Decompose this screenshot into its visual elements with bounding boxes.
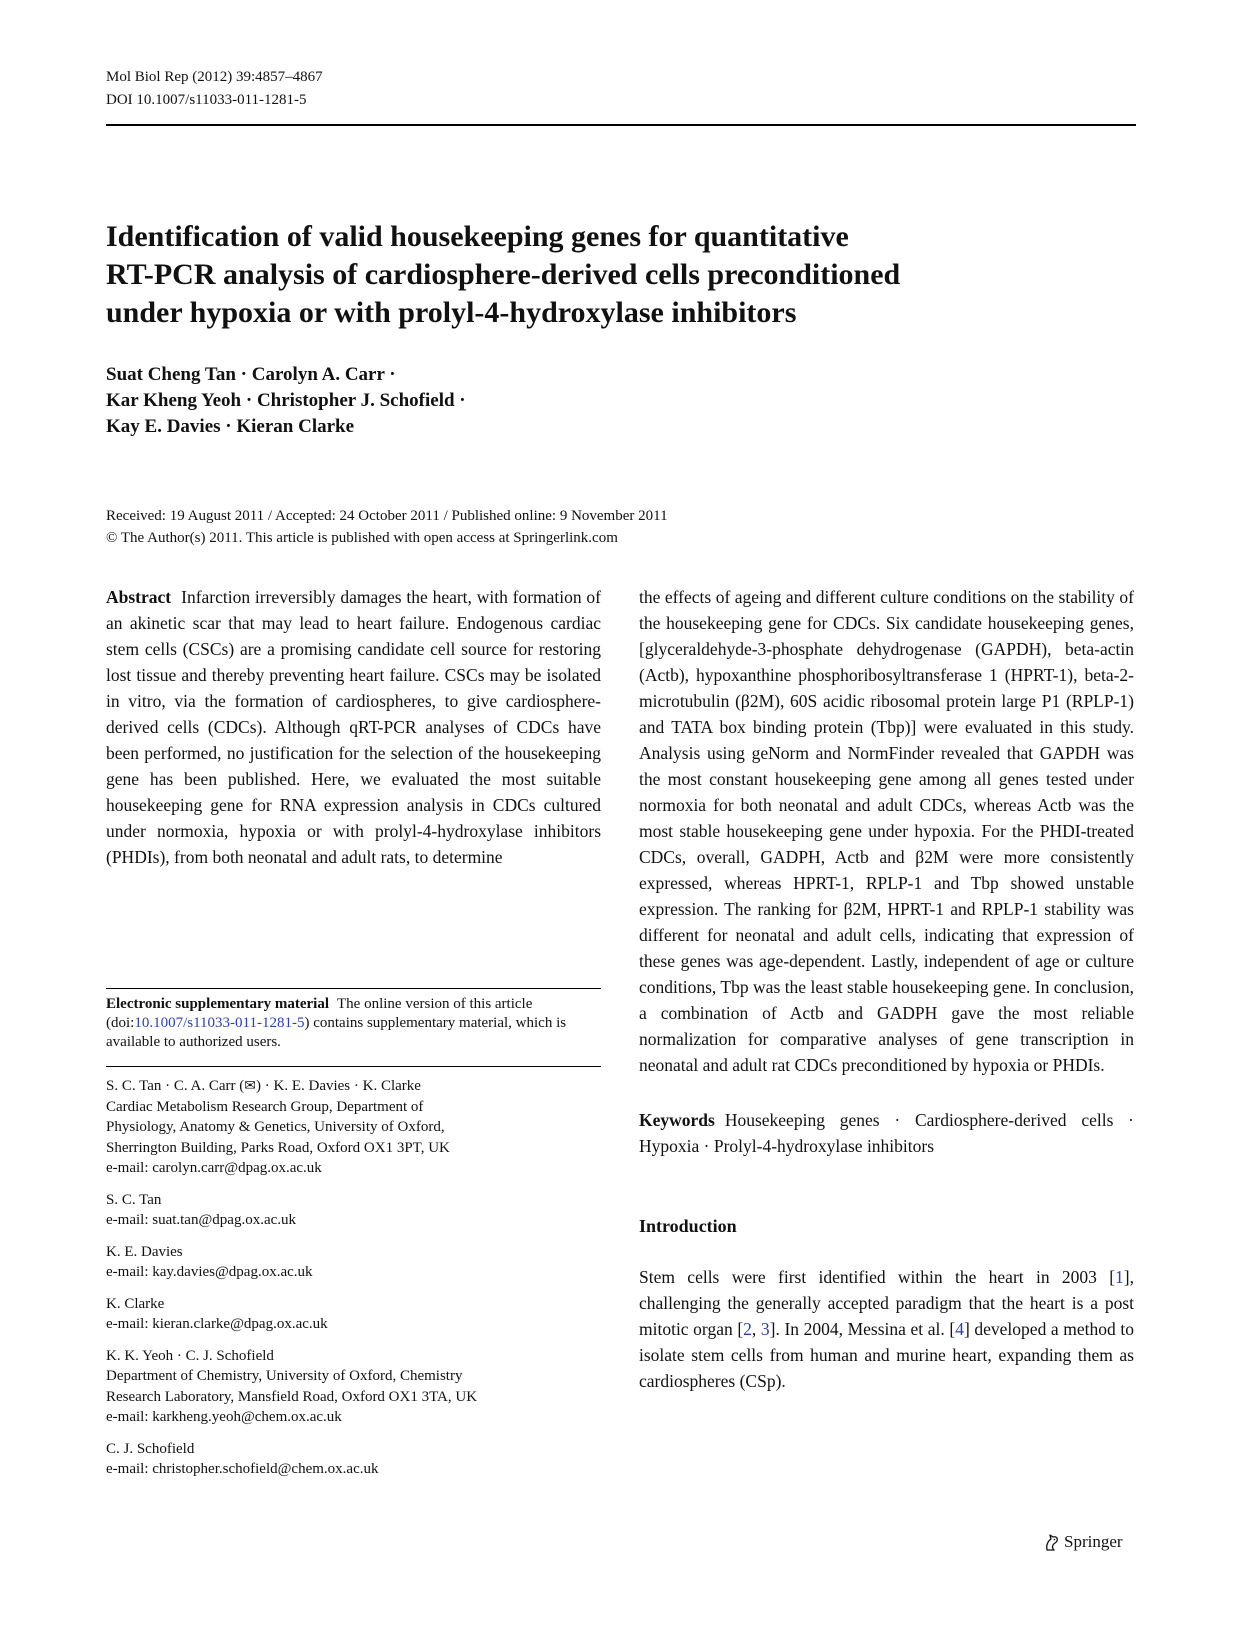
doi-line: DOI 10.1007/s11033-011-1281-5 [106, 92, 307, 108]
keywords [639, 1107, 1134, 1159]
publisher-logo [1042, 1532, 1123, 1552]
affiliation-block [106, 1294, 601, 1335]
abstract-right: the effects of ageing and different culture conditions on the stability of the housekeeping gene for CDCs. Six candidate housekeeping genes, [glyceraldehyde-3-phosphate dehydrogenase (GAPDH), beta-actin (Actb), hypoxanthine phosphoribosyltransferase 1 (HPRT-1), beta-2-microtubulin (β2M), 60S acidic ribosomal protein large P1 (RPLP-1) and TATA box binding protein (Tbp)] were evaluated in this study. Analysis using geNorm and NormFinder revealed that GAPDH was the most constant housekeeping gene among all genes tested under normoxia for both neonatal and adult CDCs, whereas Actb was the most stable housekeeping gene under hypoxia. For the PHDI-treated CDCs, overall, GADPH, Actb and β2M were more consistently expressed, whereas HPRT-1, RPLP-1 and Tbp showed unstable expression. The ranking for β2M, HPRT-1 and RPLP-1 stability was different for neonatal and adult cells, indicating that expression of these genes was age-dependent. Lastly, independent of age or culture conditions, Tbp was the least stable housekeeping gene. In conclusion, a combination of Actb and GADPH gave the most reliable normalization for comparative analyses of gene transcription in neonatal and adult rat CDCs preconditioned by hypoxia or PHDIs. [639, 587, 1134, 1075]
affiliation-names: S. C. Tan [106, 1191, 162, 1208]
citation-link[interactable]: 4 [955, 1319, 964, 1339]
affiliation-line: Department of Chemistry, University of Oxford, Chemistry [106, 1368, 463, 1384]
affiliation-email[interactable]: e-mail: carolyn.carr@dpag.ox.ac.uk [106, 1160, 322, 1176]
affiliation-names: C. J. Schofield [106, 1440, 195, 1457]
envelope-icon: ✉ [244, 1078, 256, 1094]
introduction-heading: Introduction [639, 1216, 737, 1236]
abstract-text-left: Infarction irreversibly damages the heart, with formation of an akinetic scar that may lead to heart failure. Endogenous cardiac stem cells (CSCs) are a promising candidate cell source for restoring lost tissue and thereby preventing heart failure. CSCs may be isolated in vitro, via the formation of cardiospheres, to give cardiosphere-derived cells (CDCs). Although qRT-PCR analyses of CDCs have been performed, no justification for the selection of the housekeeping gene has been published. Here, we evaluated the most suitable housekeeping gene for RNA expression analysis in CDCs cultured under normoxia, hypoxia or with prolyl-4-hydroxylase inhibitors (PHDIs), from both neonatal and adult rats, to determine [106, 587, 601, 867]
affiliation-names: K. E. Davies [106, 1243, 183, 1260]
title-line: under hypoxia or with prolyl-4-hydroxylase inhibitors [106, 296, 797, 329]
affiliation-names: K. Clarke [106, 1295, 165, 1312]
journal-header [106, 66, 323, 112]
affiliation-email[interactable]: e-mail: kay.davies@dpag.ox.ac.uk [106, 1264, 313, 1280]
affiliation-line: Sherrington Building, Parks Road, Oxford OX1 3PT, UK [106, 1139, 450, 1156]
author-line: Kay E. Davies · Kieran Clarke [106, 416, 355, 437]
keywords-text: Housekeeping genes · Cardiosphere-derived cells · Hypoxia · Prolyl-4-hydroxylase inhibitors [639, 1110, 1134, 1156]
title-line: Identification of valid housekeeping genes for quantitative [106, 220, 849, 253]
affiliation-line: Cardiac Metabolism Research Group, Department of [106, 1098, 424, 1115]
introduction-paragraph: Stem cells were first identified within the heart in 2003 [1], challenging the generally accepted paradigm that the heart is a post mitotic organ [2, 3]. In 2004, Messina et al. [4] developed a method to isolate stem cells from human and murine heart, expanding them as cardiospheres (CSp). [639, 1267, 1134, 1391]
publication-dates [106, 505, 668, 549]
affiliation-rule [106, 1066, 601, 1067]
dates-line: Received: 19 August 2011 / Accepted: 24 October 2011 / Published online: 9 November 2011 [106, 508, 668, 524]
affiliation-block [106, 1346, 601, 1428]
affiliation-email[interactable]: e-mail: kieran.clarke@dpag.ox.ac.uk [106, 1316, 328, 1332]
citation-link[interactable]: 3 [760, 1319, 770, 1339]
abstract-left [106, 584, 601, 870]
keywords-label: Keywords [639, 1110, 715, 1130]
header-rule [106, 124, 1136, 126]
author-list [106, 362, 466, 440]
supplementary-note [106, 995, 601, 1052]
journal-citation: Mol Biol Rep (2012) 39:4857–4867 [106, 69, 323, 85]
article-title [106, 218, 1136, 332]
affiliation-line: Physiology, Anatomy & Genetics, University of Oxford, [106, 1119, 445, 1135]
affiliation-block [106, 1439, 601, 1480]
abstract-label: Abstract [106, 587, 172, 607]
title-line: RT-PCR analysis of cardiosphere-derived cells preconditioned [106, 258, 901, 291]
esm-doi-link[interactable]: 10.1007/s11033-011-1281-5 [134, 1015, 305, 1031]
affiliation-block [106, 1242, 601, 1283]
affiliation-email[interactable]: e-mail: christopher.schofield@chem.ox.ac.uk [106, 1461, 379, 1477]
esm-text-after: ) contains supplementary material, which is available to authorized users. [106, 1015, 567, 1050]
left-column [106, 584, 601, 870]
affiliation-block [106, 1076, 601, 1179]
publisher-name: Springer [1064, 1532, 1123, 1551]
citation-link[interactable]: 1 [1115, 1267, 1124, 1287]
affiliation-line: Research Laboratory, Mansfield Road, Oxford OX1 3TA, UK [106, 1388, 478, 1405]
author-line: Kar Kheng Yeoh · Christopher J. Schofield · [106, 390, 466, 411]
affiliation-email[interactable]: e-mail: suat.tan@dpag.ox.ac.uk [106, 1212, 297, 1228]
copyright-line: © The Author(s) 2011. This article is published with open access at Springerlink.com [106, 530, 618, 546]
springer-horse-icon [1042, 1532, 1060, 1552]
esm-text-before: The online version of this article (doi: [106, 996, 533, 1031]
affiliation-names: K. K. Yeoh · C. J. Schofield [106, 1347, 274, 1364]
author-line: Suat Cheng Tan · Carolyn A. Carr · [106, 364, 396, 385]
affiliation-names: S. C. Tan · C. A. Carr (✉) · K. E. Davies · K. Clarke [106, 1076, 601, 1097]
right-column [639, 584, 1134, 1394]
esm-label: Electronic supplementary material [106, 996, 330, 1012]
affiliation-block [106, 1190, 601, 1231]
affiliation-email[interactable]: e-mail: karkheng.yeoh@chem.ox.ac.uk [106, 1409, 342, 1425]
citation-link[interactable]: 2 [743, 1319, 752, 1339]
esm-rule [106, 988, 601, 989]
affiliations [106, 1076, 601, 1491]
